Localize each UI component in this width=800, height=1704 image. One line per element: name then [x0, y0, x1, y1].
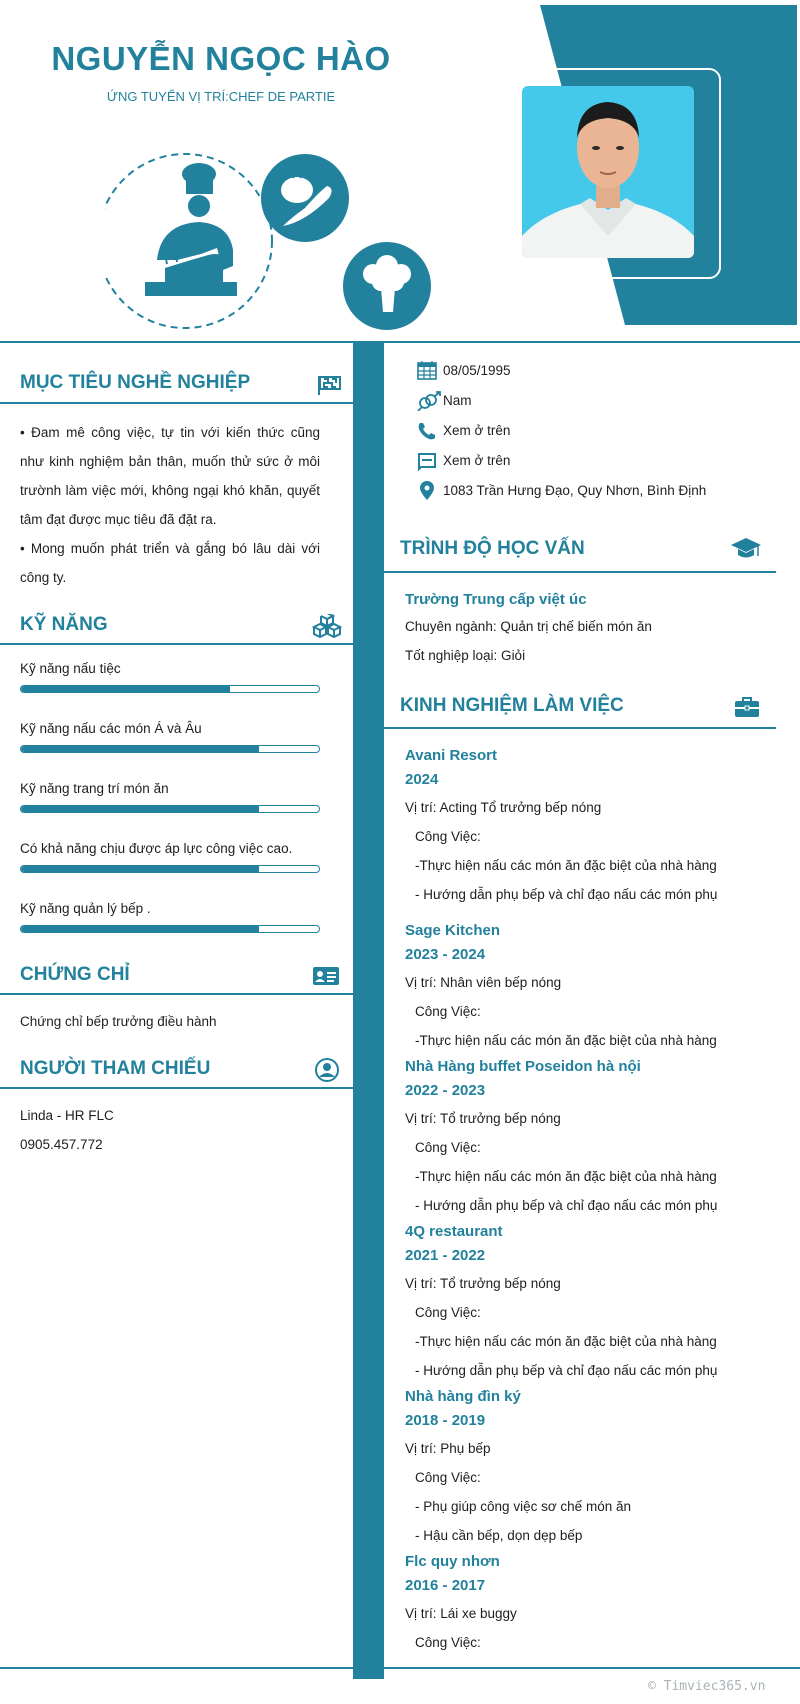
job-task: - Phụ giúp công việc sơ chế món ăn	[415, 1499, 631, 1514]
certificate-item: Chứng chỉ bếp trưởng điều hành	[20, 1014, 217, 1029]
certificates-title: CHỨNG CHỈ	[20, 964, 130, 985]
job-company: Avani Resort	[405, 747, 497, 764]
skill-label: Kỹ năng trang trí món ăn	[20, 781, 169, 796]
chef-icon	[105, 154, 272, 328]
id-card-icon	[312, 965, 340, 987]
job-tasks-label: Công Việc:	[415, 1004, 481, 1019]
graduation-cap-icon	[730, 536, 762, 560]
calendar-icon	[416, 360, 438, 380]
skill-bar-fill	[21, 686, 230, 692]
skills-underline	[0, 643, 353, 645]
job-task: -Thực hiện nấu các món ăn đặc biệt của nhà hàng	[415, 1033, 717, 1048]
job-role: Vị trí: Tổ trưởng bếp nóng	[405, 1276, 561, 1291]
vegetables-icon	[261, 154, 349, 242]
profile-photo	[522, 86, 694, 258]
user-circle-icon	[314, 1057, 340, 1083]
phone-icon	[416, 421, 438, 441]
skill-label: Kỹ năng quản lý bếp .	[20, 901, 151, 916]
job-company: Sage Kitchen	[405, 922, 501, 939]
skill-label: Kỹ năng nấu các món Á và Âu	[20, 721, 202, 736]
skill-bar	[20, 865, 320, 873]
column-divider	[353, 343, 384, 1679]
reference-name: Linda - HR FLC	[20, 1108, 114, 1123]
objective-underline	[0, 402, 353, 404]
skill-bar	[20, 925, 320, 933]
flag-icon	[316, 374, 342, 396]
job-tasks-label: Công Việc:	[415, 1305, 481, 1320]
job-years: 2024	[405, 771, 439, 788]
experience-underline	[384, 727, 776, 729]
skill-bar	[20, 685, 320, 693]
candidate-name: NGUYỄN NGỌC HÀO	[51, 40, 391, 77]
watermark: © Timviec365.vn	[648, 1679, 766, 1694]
gender: Nam	[443, 393, 472, 408]
job-task: - Hướng dẫn phụ bếp và chỉ đạo nấu các món phụ	[415, 1198, 718, 1213]
objective-paragraph: • Đam mê công việc, tự tin với kiến thức cũng như kinh nghiệm bản thân, muốn thử sức ở môi trườnh làm việc mới, không ngại khó khăn, quyết tâm đạt được mục tiêu đã đặt ra.	[20, 425, 320, 527]
broccoli-icon	[343, 242, 431, 330]
job-role: Vị trí: Tổ trưởng bếp nóng	[405, 1111, 561, 1126]
job-years: 2022 - 2023	[405, 1082, 486, 1099]
email-icon	[416, 451, 438, 471]
job-task: - Hướng dẫn phụ bếp và chỉ đạo nấu các món phụ	[415, 1363, 718, 1378]
certificates-underline	[0, 993, 353, 995]
job-years: 2016 - 2017	[405, 1577, 486, 1594]
skill-bar-fill	[21, 746, 259, 752]
education-major: Chuyên ngành: Quản trị chế biến món ăn	[405, 619, 652, 634]
job-role: Vị trí: Phụ bếp	[405, 1441, 491, 1456]
objective-title: MỤC TIÊU NGHỀ NGHIỆP	[20, 372, 251, 393]
skill-bar	[20, 805, 320, 813]
job-task: -Thực hiện nấu các món ăn đặc biệt của nhà hàng	[415, 858, 717, 873]
job-task: - Hướng dẫn phụ bếp và chỉ đạo nấu các món phụ	[415, 887, 718, 902]
job-tasks-label: Công Việc:	[415, 1140, 481, 1155]
job-years: 2021 - 2022	[405, 1247, 486, 1264]
skill-bar	[20, 745, 320, 753]
job-company: Flc quy nhơn	[405, 1553, 500, 1570]
job-company: 4Q restaurant	[405, 1223, 503, 1240]
job-tasks-label: Công Việc:	[415, 1470, 481, 1485]
gender-icon	[416, 391, 442, 411]
skills-title: KỸ NĂNG	[20, 614, 108, 635]
boxes-icon	[312, 614, 342, 640]
skill-bar-fill	[21, 806, 259, 812]
education-title: TRÌNH ĐỘ HỌC VẤN	[400, 538, 585, 559]
email: Xem ở trên	[443, 453, 511, 468]
job-role: Vị trí: Lái xe buggy	[405, 1606, 517, 1621]
skill-label: Có khả năng chịu được áp lực công việc cao.	[20, 841, 293, 856]
reference-phone: 0905.457.772	[20, 1137, 103, 1152]
skill-label: Kỹ năng nấu tiệc	[20, 661, 121, 676]
applied-position: ỨNG TUYỂN VỊ TRÍ:CHEF DE PARTIE	[106, 89, 336, 104]
job-task: -Thực hiện nấu các món ăn đặc biệt của nhà hàng	[415, 1334, 717, 1349]
skill-bar-fill	[21, 926, 259, 932]
job-tasks-label: Công Việc:	[415, 829, 481, 844]
job-company: Nhà Hàng buffet Poseidon hà nội	[405, 1058, 641, 1075]
school-name: Trường Trung cấp việt úc	[405, 591, 587, 608]
job-company: Nhà hàng đìn ký	[405, 1388, 521, 1405]
briefcase-icon	[734, 696, 760, 718]
chef-illustration	[105, 152, 435, 330]
phone: Xem ở trên	[443, 423, 511, 438]
footer-line	[0, 1667, 800, 1669]
job-task: -Thực hiện nấu các món ăn đặc biệt của nhà hàng	[415, 1169, 717, 1184]
objective-text	[20, 418, 320, 592]
education-underline	[384, 571, 776, 573]
job-tasks-label: Công Việc:	[415, 1635, 481, 1650]
references-underline	[0, 1087, 353, 1089]
education-grade: Tốt nghiệp loại: Giỏi	[405, 648, 526, 663]
header-divider	[0, 341, 800, 343]
job-role: Vị trí: Acting Tổ trưởng bếp nóng	[405, 800, 602, 815]
birthday: 08/05/1995	[443, 363, 511, 378]
experience-title: KINH NGHIỆM LÀM VIỆC	[400, 695, 624, 716]
job-years: 2018 - 2019	[405, 1412, 486, 1429]
location-icon	[416, 481, 438, 501]
address: 1083 Trần Hưng Đạo, Quy Nhơn, Bình Định	[443, 483, 707, 498]
job-role: Vị trí: Nhân viên bếp nóng	[405, 975, 562, 990]
objective-paragraph: • Mong muốn phát triển và gắng bó lâu dài với công ty.	[20, 541, 320, 585]
job-task: - Hậu cần bếp, dọn dẹp bếp	[415, 1528, 583, 1543]
skill-bar-fill	[21, 866, 259, 872]
references-title: NGƯỜI THAM CHIẾU	[20, 1058, 211, 1079]
job-years: 2023 - 2024	[405, 946, 486, 963]
